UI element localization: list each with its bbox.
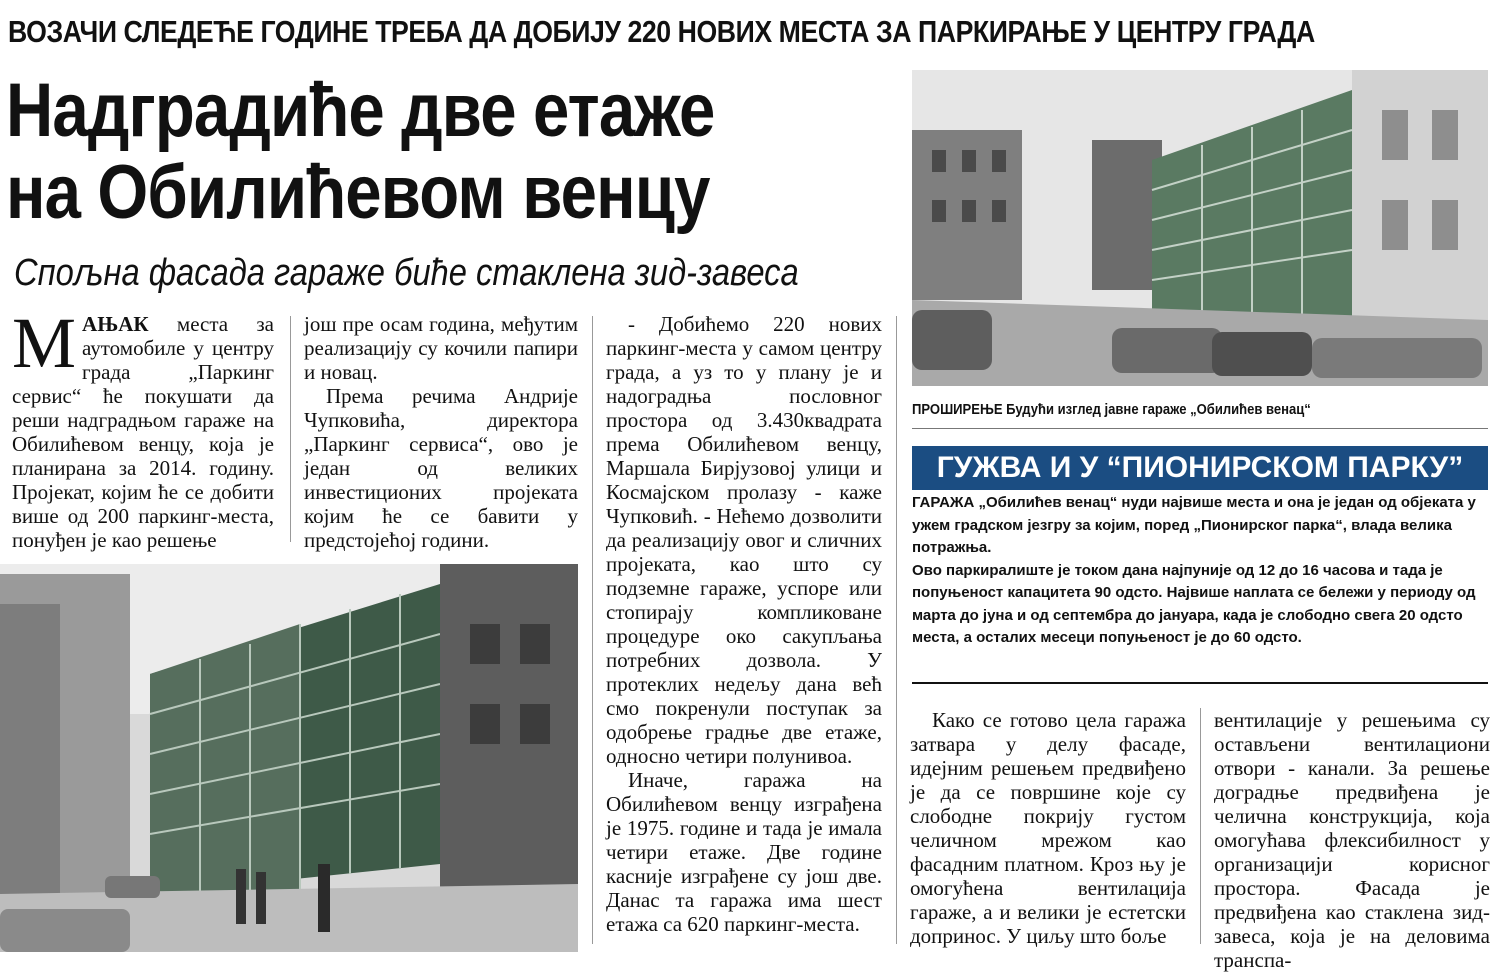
building-rendering-image — [0, 564, 578, 952]
sidebar-text — [912, 492, 1488, 664]
caption-text: Будући изглед јавне гараже „Обилићев венац“ — [1002, 402, 1311, 418]
lead-word: АЊАК — [82, 312, 149, 336]
sidebar-paragraph-2: Ово паркиралиште је током дана најпуније од 12 до 16 часова и тада је попуњеност капацитета 90 одсто. Највише наплата се бележи у периоду од марта до јуна и од септембра до јануара, када је слободно свега 20 одсто места, а осталих месеци попуњеност је до 60 одсто. — [912, 561, 1476, 646]
col4-paragraph: Како се готово цела гаража затвара у делу фасаде, идејним решењем предвиђено је да се површине које су слободне покрију густом челичном мрежом као фасадним платном. Кроз њу је омогућена вентилација гараже, а и велики је естетски допринос. У циљу што боље — [910, 708, 1186, 948]
caption-rule — [912, 428, 1488, 429]
article-column-3 — [606, 312, 882, 952]
street-view-image — [912, 70, 1488, 386]
drop-cap: М — [12, 303, 77, 383]
col2-paragraph-2: Према речима Андрије Чупковића, директора „Паркинг сервиса“, ово је један од великих инвестиционих пројеката којим ће се бавити у предстојећој години. — [304, 384, 578, 552]
column-divider — [592, 316, 593, 944]
street-view-photo — [912, 70, 1488, 386]
column-divider — [896, 316, 897, 944]
kicker: ВОЗАЧИ СЛЕДЕЋЕ ГОДИНЕ ТРЕБА ДА ДОБИЈУ 220 НОВИХ МЕСТА ЗА ПАРКИРАЊЕ У ЦЕНТРУ ГРАДА — [8, 14, 1315, 49]
column-divider — [290, 316, 291, 542]
col1-text: места за аутомобиле у центру града „Паркинг сервис“ ће покушати да реши надградњом гараже на Обилићевом венцу, која је планирана за 2014. годину. Пројекат, којим ће се добити више од 200 паркинг-места, понуђен је као решење — [12, 312, 274, 552]
column-divider — [1200, 708, 1201, 944]
headline-line-2: на Обилићевом венцу — [6, 150, 710, 235]
sidebar-rule — [912, 682, 1488, 684]
article-column-5 — [1214, 708, 1490, 972]
garage-rendering-photo — [0, 564, 578, 952]
col3-paragraph-1: - Добићемо 220 нових паркинг-места у самом центру града, а уз то у плану је и надоградња пословног простора од 3.430квадрата према Обилићевом венцу, Маршала Бирјузовој улици и Космајском пролазу - каже Чупковић. - Нећемо дозволити да реализацију овог и сличних пројеката, као што су подземне гараже, успоре или стопирају компликоване процедуре око сакупљања потребних дозвола. У протеклих недељу дана већ смо покренули поступак за одобрење градње две етаже, односно четири полунивоа. — [606, 312, 882, 768]
headline — [6, 70, 883, 234]
headline-line-1: Надградиће две етаже — [6, 68, 715, 153]
col2-paragraph-1: још пре осам година, међутим реализацију су кочили папири и новац. — [304, 312, 578, 384]
sidebar-paragraph-1: ГАРАЖА „Обилићев венац“ нуди највише места и она је један од објеката у ужем градском језгру за којим, поред „Пионирског парка“, влада велика потражња. — [912, 494, 1476, 556]
sidebar-title: ГУЖВА И У “ПИОНИРСКОМ ПАРКУ” — [912, 446, 1488, 490]
col5-paragraph: вентилације у решењима су остављени вентилациони отвори - канали. За решење доградње предвиђена је челична конструкција, која омогућава флексибилност у организацији корисног простора. Фасада је предвиђена као стаклена зид-завеса, која је на деловима транспа- — [1214, 708, 1490, 972]
caption-label: ПРОШИРЕЊЕ — [912, 402, 1003, 418]
col3-paragraph-2: Иначе, гаража на Обилићевом венцу изграђена је 1975. године и тада је имала четири етаже. Две године касније изграђене су још две. Данас та гаража има шест етажа са 620 паркинг-места. — [606, 768, 882, 936]
photo-caption — [912, 402, 1470, 418]
article-column-4 — [910, 708, 1186, 952]
article-column-1 — [12, 303, 274, 552]
article-column-2 — [304, 312, 578, 552]
subheadline: Спољна фасада гараже биће стаклена зид-завеса — [14, 252, 799, 294]
